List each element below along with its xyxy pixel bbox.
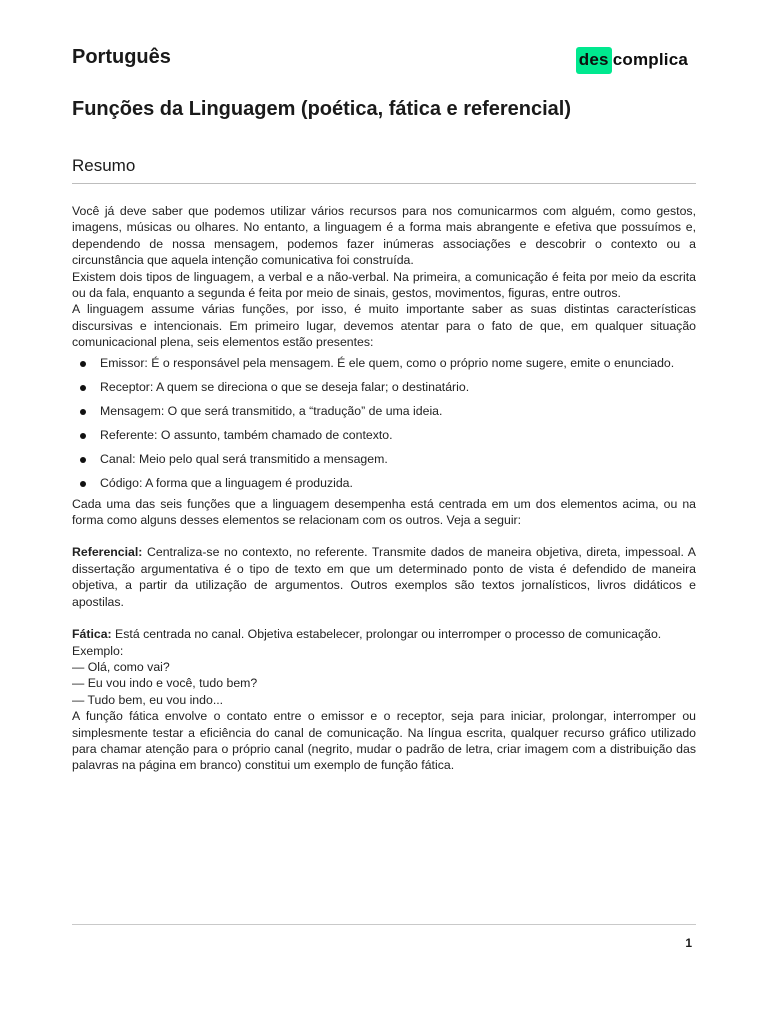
logo-text: complica: [612, 50, 688, 69]
fatica-label: Fática:: [72, 627, 112, 642]
paragraph-fatica: [72, 626, 696, 642]
paragraph-intro: Você já deve saber que podemos utilizar vários recursos para nos comunicarmos com alguém, como gestos, imagens, músicas ou olhares. No entanto, a linguagem é a forma mais abrangente e efetiva que possuímos e, dependendo de nossa mensagem, podemos fazer inúmeras associações e descobrir o contexto ou a circunstância que aquela intenção comunicativa foi construída.: [72, 204, 696, 268]
list-item: Emissor: É o responsável pela mensagem. É ele quem, como o próprio nome sugere, emite o enunciado.: [100, 355, 696, 371]
list-item: Receptor: A quem se direciona o que se deseja falar; o destinatário.: [100, 379, 696, 395]
list-item: Mensagem: O que será transmitido, a “tradução” de uma ideia.: [100, 403, 696, 419]
section-divider: [72, 183, 696, 184]
paragraph-after-list: Cada uma das seis funções que a linguagem desempenha está centrada em um dos elementos acima, ou na forma como alguns desses elementos se relacionam com os outros. Veja a seguir:: [72, 496, 696, 528]
content-body: [72, 203, 696, 774]
paragraph-fatica-explanation: A função fática envolve o contato entre o emissor e o receptor, seja para iniciar, prolongar, interromper ou simplesmente testar a eficiência do canal de comunicação. Na língua escrita, qualquer recurso gráfico utilizado para chamar atenção para o próprio canal (negrito, mudar o padrão de letra, criar imagem com a distribuição das palavras na página em branco) constitui um exemplo de função fática.: [72, 709, 696, 773]
section-heading: Resumo: [72, 156, 136, 175]
list-item: Canal: Meio pelo qual será transmitido a mensagem.: [100, 451, 696, 467]
example-label: Exemplo:: [72, 643, 124, 658]
subject-title: Português: [72, 46, 171, 68]
page-title: Funções da Linguagem (poética, fática e referencial): [72, 98, 572, 120]
dialogue-line: — Tudo bem, eu vou indo...: [72, 692, 224, 707]
elements-list: [72, 355, 696, 491]
list-item: Código: A forma que a linguagem é produzida.: [100, 475, 696, 491]
footer-divider: [72, 924, 696, 925]
dialogue-line: — Eu vou indo e você, tudo bem?: [72, 676, 258, 691]
referencial-label: Referencial:: [72, 545, 143, 560]
logo-highlight: des: [576, 47, 612, 74]
page-header: [72, 46, 696, 76]
page-number: 1: [685, 936, 692, 950]
fatica-text: Está centrada no canal. Objetiva estabelecer, prolongar ou interromper o processo de comunicação.: [111, 627, 662, 642]
paragraph-language-types: Existem dois tipos de linguagem, a verbal e a não-verbal. Na primeira, a comunicação é feita por meio da escrita ou da fala, enquanto a segunda é feita por meio de sinais, gestos, movimentos, figuras, entre outros.: [72, 269, 696, 301]
referencial-text: Centraliza-se no contexto, no referente. Transmite dados de maneira objetiva, direta, impessoal. A dissertação argumentativa é o tipo de texto em que um determinado ponto de vista é defendido de maneira objetiva, a partir da utilização de argumentos. Outros exemplos são textos jornalísticos, livros didáticos e apostilas.: [72, 545, 696, 609]
paragraph-functions: A linguagem assume várias funções, por isso, é muito importante saber as suas distintas características discursivas e intencionais. Em primeiro lugar, devemos atentar para o fato de que, em qualquer situação comunicacional plena, seis elementos estão presentes:: [72, 302, 696, 350]
dialogue-line: — Olá, como vai?: [72, 659, 170, 674]
paragraph-referencial: [72, 544, 696, 610]
list-item: Referente: O assunto, também chamado de contexto.: [100, 427, 696, 443]
descomplica-logo: [576, 46, 688, 74]
